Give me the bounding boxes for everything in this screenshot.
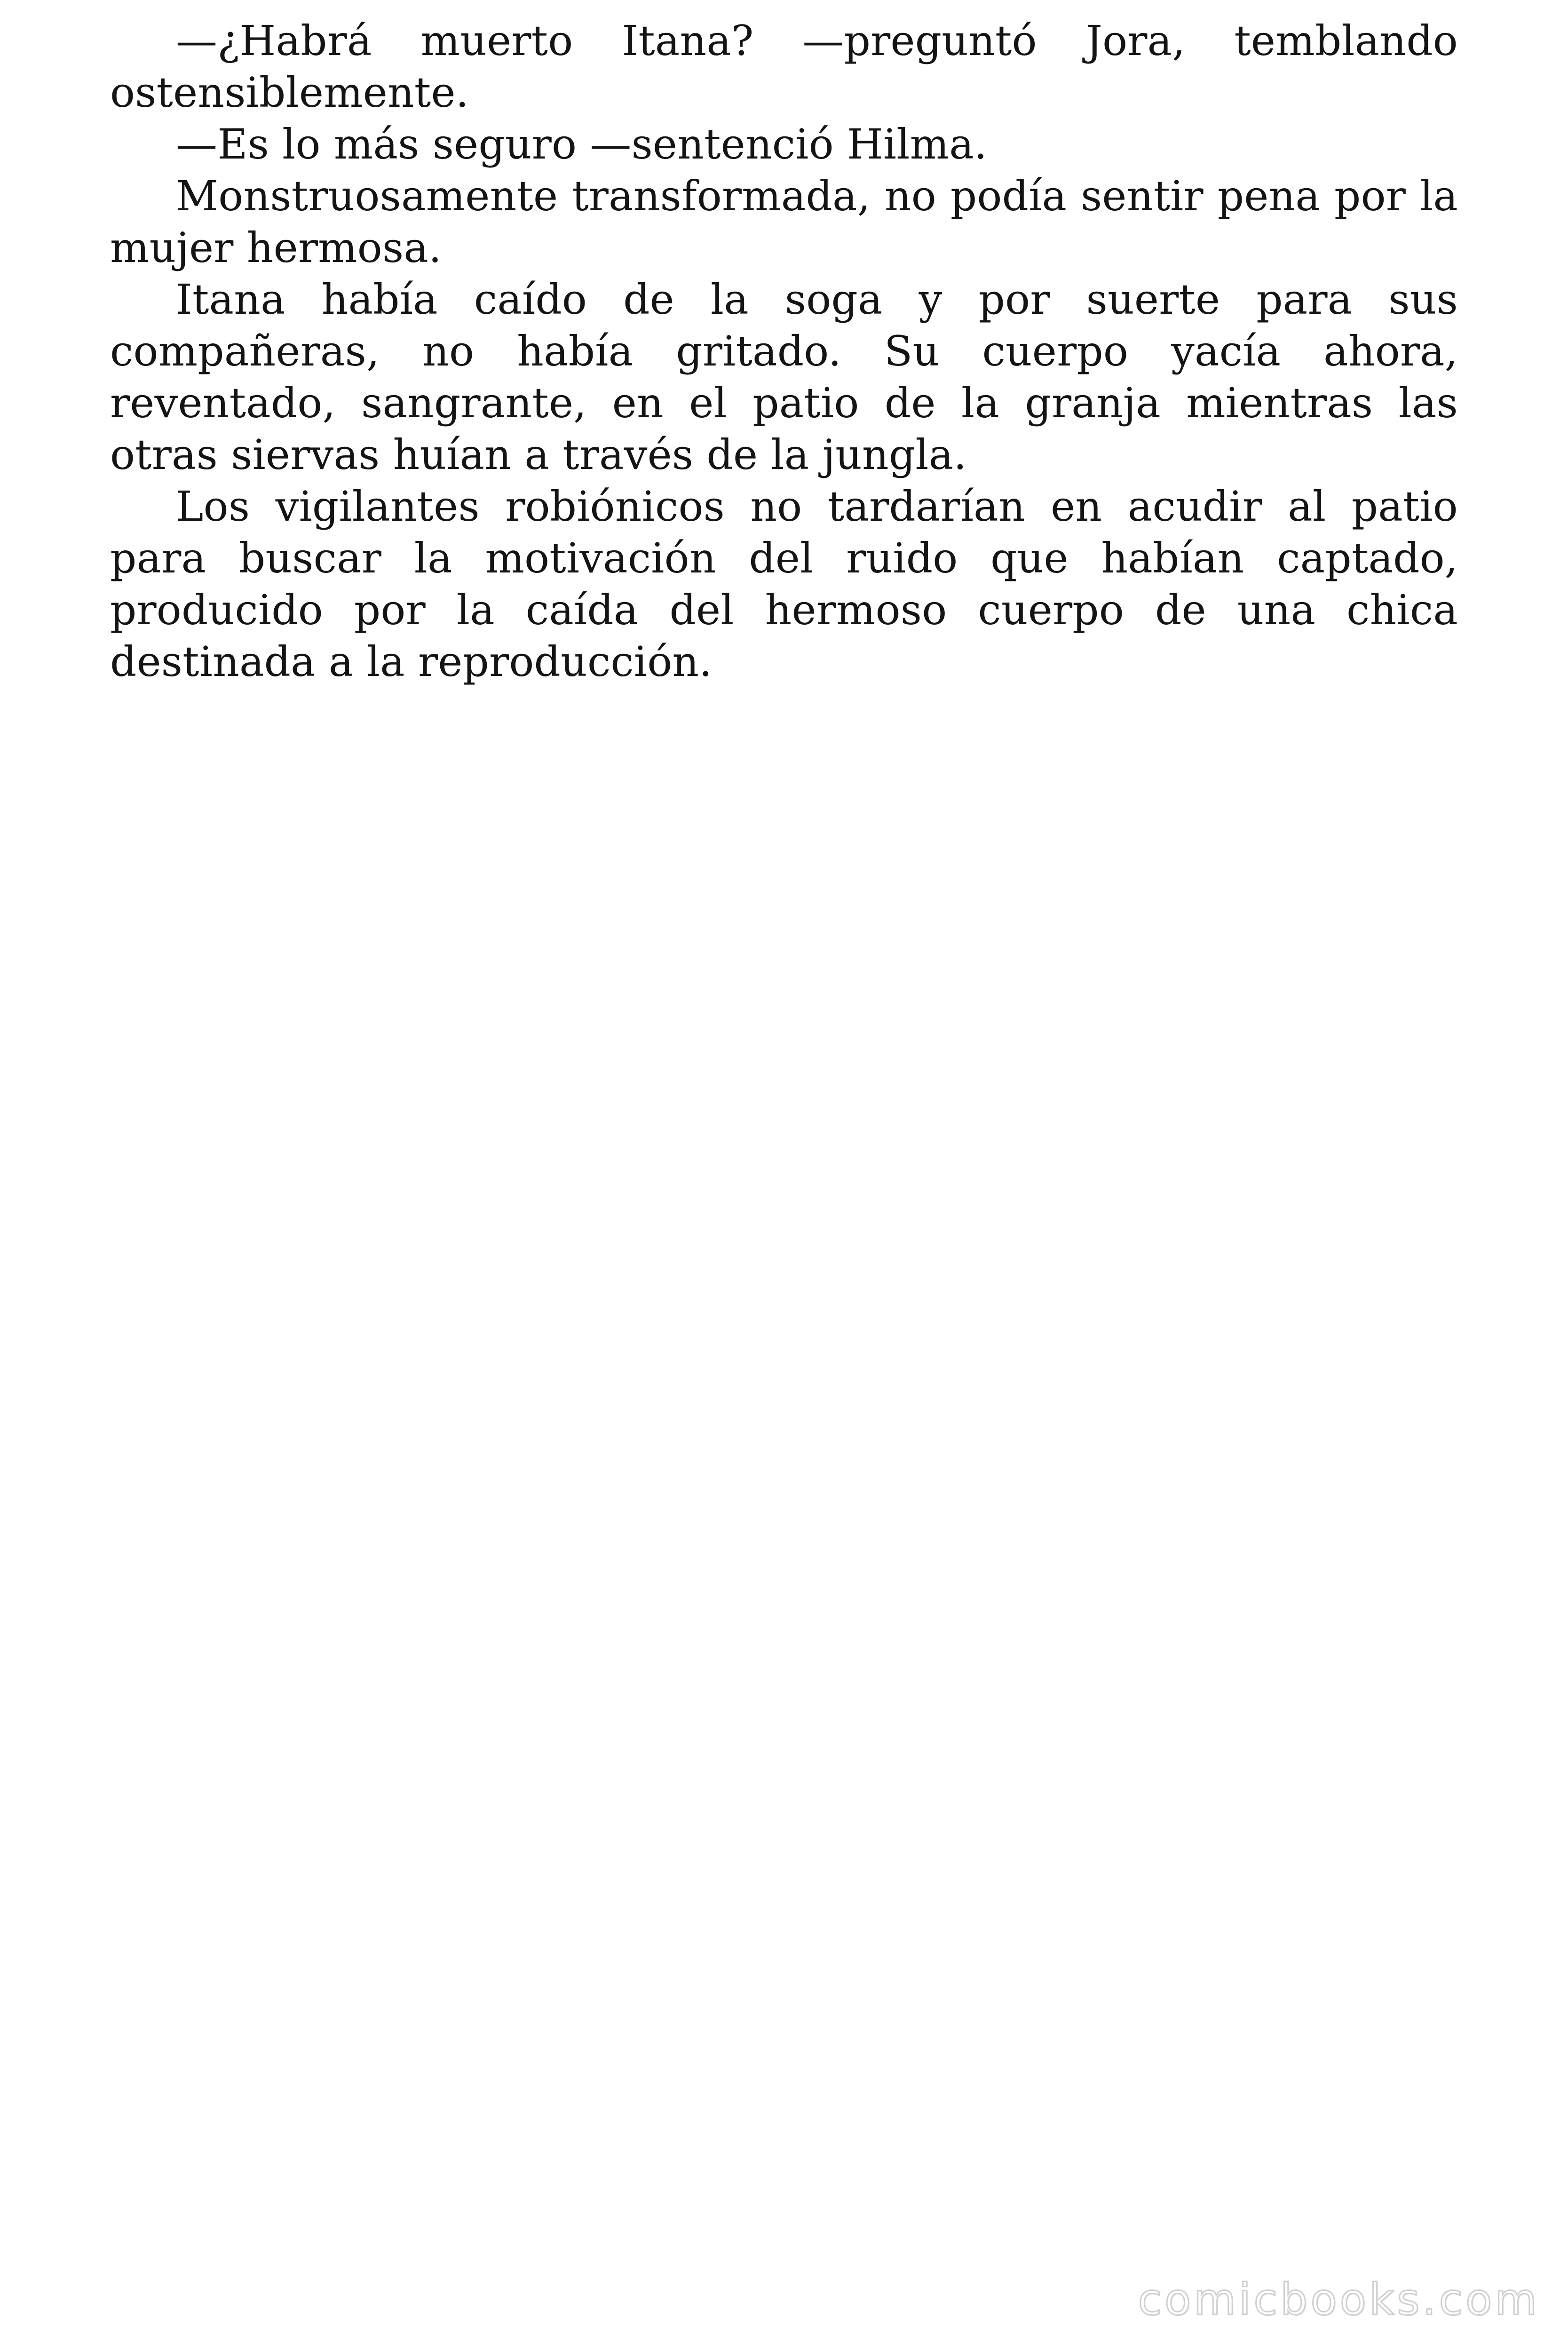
paragraph-dialogue-hilma: —Es lo más seguro —sentenció Hilma.: [176, 120, 988, 168]
paragraph-dialogue-jora: —¿Habrá muerto Itana? —preguntó Jora, temblando ostensiblemente.: [110, 16, 1458, 117]
paragraph-itana-fall: Itana había caído de la soga y por suerte para sus compañeras, no había gritado. Su cuerpo yacía ahora, reventado, sangrante, en el patio de la granja mientras las otras siervas huían a través de la jungla.: [110, 275, 1458, 479]
page-text: [110, 15, 1458, 688]
paragraph-robionic-guards: Los vigilantes robiónicos no tardarían en acudir al patio para buscar la motivación del ruido que habían captado, producido por la caída del hermoso cuerpo de una chica destinada a la reproducción.: [110, 482, 1458, 686]
paragraph-transformed: Monstruosamente transformada, no podía sentir pena por la mujer hermosa.: [110, 172, 1458, 272]
watermark: comicbooks.com: [1138, 2274, 1540, 2325]
